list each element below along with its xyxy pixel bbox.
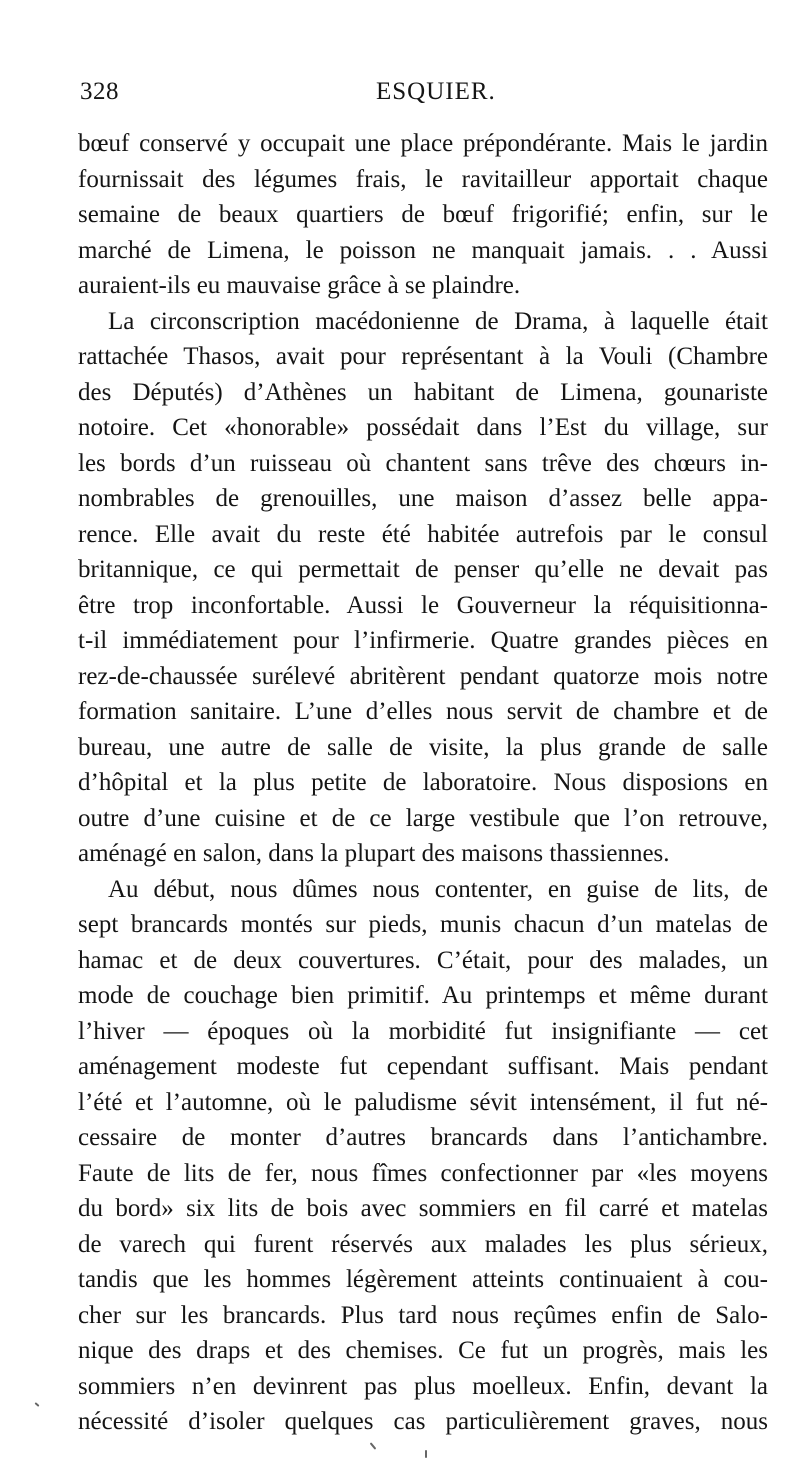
text-line: semaine de beaux quartiers de bœuf frigorifié; enfin, sur le xyxy=(78,201,768,228)
text-line: de varech qui furent réservés aux malades les plus sérieux, xyxy=(78,1230,768,1258)
text-line: rez-de-chaussée surélevé abritèrent pendant quatorze mois notre xyxy=(78,662,768,690)
text-line: rattachée Thasos, avait pour représentant à la Vouli (Chambre xyxy=(78,343,768,370)
speck-mark xyxy=(370,1442,377,1449)
text-line: bureau, une autre de salle de visite, la plus grande de salle xyxy=(78,733,768,761)
text-line: nique des draps et des chemises. Ce fut un progrès, mais les xyxy=(78,1337,768,1364)
text-line: les bords d’un ruisseau où chantent sans trêve des chœurs in- xyxy=(78,449,768,477)
text-line: bœuf conservé y occupait une place prépondérante. Mais le jardin xyxy=(78,130,768,157)
text-line: cher sur les brancards. Plus tard nous reçûmes enfin de Salo- xyxy=(78,1301,768,1329)
text-line: tandis que les hommes légèrement atteints continuaient à cou- xyxy=(78,1266,768,1293)
text-line: auraient-ils eu mauvaise grâce à se plaindre. xyxy=(78,272,521,299)
running-title: ESQUIER. xyxy=(376,78,496,105)
text-line: formation sanitaire. L’une d’elles nous servit de chambre et de xyxy=(78,698,768,725)
text-line: marché de Limena, le poisson ne manquait jamais. . . Aussi xyxy=(78,236,768,264)
text-line: Au début, nous dûmes nous contenter, en guise de lits, de xyxy=(108,875,768,903)
text-line: notoire. Cet «honorable» possédait dans l’Est du village, sur xyxy=(78,414,768,441)
text-line: l’été et l’automne, où le paludisme sévit intensément, il fut né- xyxy=(78,1088,768,1116)
body-text xyxy=(78,126,768,1440)
speck-mark xyxy=(425,1450,427,1458)
text-line: du bord» six lits de bois avec sommiers en fil carré et matelas xyxy=(78,1195,768,1222)
text-line: sept brancards montés sur pieds, munis chacun d’un matelas de xyxy=(78,911,768,938)
text-line: La circonscription macédonienne de Drama, à laquelle était xyxy=(108,307,768,335)
running-header xyxy=(80,78,750,112)
text-line: des Députés) d’Athènes un habitant de Limena, gounariste xyxy=(78,378,768,406)
text-line: l’hiver — époques où la morbidité fut insignifiante — cet xyxy=(78,1017,768,1045)
text-line: d’hôpital et la plus petite de laboratoire. Nous disposions en xyxy=(78,769,768,796)
text-line: t-il immédiatement pour l’infirmerie. Quatre grandes pièces en xyxy=(78,627,768,654)
page-number: 328 xyxy=(80,78,119,105)
paragraph-2 xyxy=(78,304,768,872)
text-line: hamac et de deux couvertures. C’était, pour des malades, un xyxy=(78,946,768,974)
text-line: fournissait des légumes frais, le ravitailleur apportait chaque xyxy=(78,165,768,193)
text-line: mode de couchage bien primitif. Au printemps et même durant xyxy=(78,982,768,1009)
text-line: outre d’une cuisine et de ce large vestibule que l’on retrouve, xyxy=(78,804,768,832)
text-line: cessaire de monter d’autres brancards dans l’antichambre. xyxy=(78,1124,768,1151)
paragraph-1 xyxy=(78,126,768,304)
text-line: être trop inconfortable. Aussi le Gouverneur la réquisitionna- xyxy=(78,591,768,619)
text-line: Faute de lits de fer, nous fîmes confectionner par «les moyens xyxy=(78,1159,768,1187)
speck-mark xyxy=(34,1402,39,1407)
text-line: nombrables de grenouilles, une maison d’assez belle appa- xyxy=(78,485,768,512)
text-line: britannique, ce qui permettait de penser qu’elle ne devait pas xyxy=(78,556,768,583)
text-line: sommiers n’en devinrent pas plus moelleux. Enfin, devant la xyxy=(78,1372,768,1400)
text-line: aménagement modeste fut cependant suffisant. Mais pendant xyxy=(78,1053,768,1080)
text-line: aménagé en salon, dans la plupart des maisons thassiennes. xyxy=(78,840,670,867)
paragraph-3 xyxy=(78,872,768,1440)
text-line: nécessité d’isoler quelques cas particulièrement graves, nous xyxy=(78,1408,768,1435)
text-line: rence. Elle avait du reste été habitée autrefois par le consul xyxy=(78,520,768,548)
